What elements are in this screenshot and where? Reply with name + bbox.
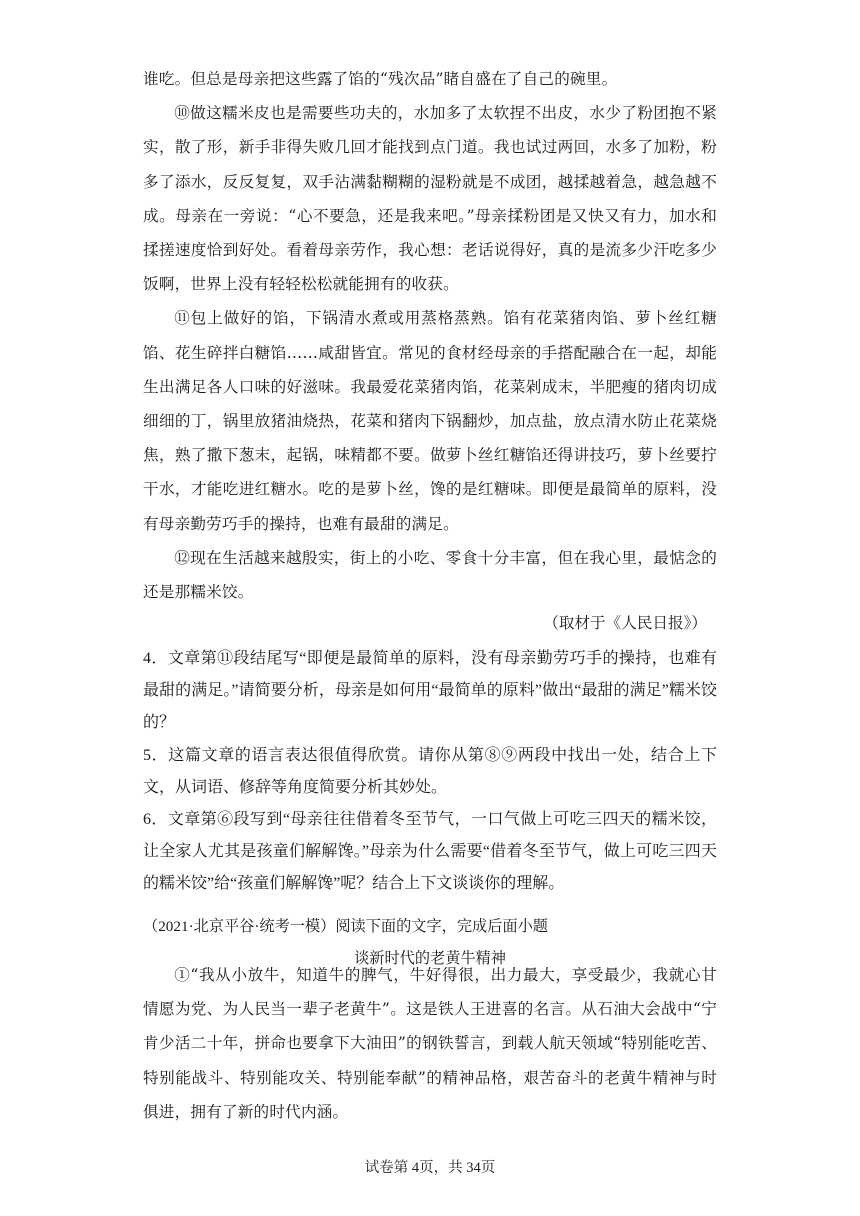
passage-source: （取材于《人民日报》） [543, 614, 707, 632]
question-5: 5．这篇文章的语言表达很值得欣赏。请你从第⑧⑨两段中找出一处，结合上下文，从词语、修辞等角度简要分析其妙处。 [143, 746, 717, 796]
reading-passage-new [143, 958, 717, 1129]
section-source-line: （2021·北京平谷·统考一模）阅读下面的文字，完成后面小题 [143, 918, 548, 935]
paragraph-12: ⑫现在生活越来越殷实，街上的小吃、零食十分丰富，但在我心里，最惦念的还是那糯米饺。 [143, 548, 717, 602]
question-list [143, 643, 717, 901]
paragraph-11: ⑪包上做好的馅，下锅清水煮或用蒸格蒸熟。馅有花菜猪肉馅、萝卜丝红糖馅、花生碎拌白糖馅……咸甜皆宜。常见的食材经母亲的手搭配融合在一起，却能生出满足各人口味的好滋味。我最爱花菜猪肉馅，花菜剁成末，半肥瘦的猪肉切成细细的丁，锅里放猪油烧热，花菜和猪肉下锅翻炒，加点盐，放点清水防止花菜烧焦，熟了撒下葱末，起锅，味精都不要。做萝卜丝红糖馅还得讲技巧，萝卜丝要拧干水，才能吃进红糖水。吃的是萝卜丝，馋的是红糖味。即便是最简单的原料，没有母亲勤劳巧手的操持，也难有最甜的满足。 [143, 309, 717, 533]
paragraph-10: ⑩做这糯米皮也是需要些功夫的，水加多了太软捏不出皮，水少了粉团抱不紧实，散了形，新手非得失败几回才能找到点门道。我也试过两回，水多了加粉，粉多了添水，反反复复，双手沾满黏糊糊的湿粉就是不成团，越揉越着急，越急越不成。母亲在一旁说：“心不要急，还是我来吧。”母亲揉粉团是又快又有力，加水和揉搓速度恰到好处。看着母亲劳作，我心想：老话说得好，真的是流多少汗吃多少饭啊，世界上没有轻轻松松就能拥有的收获。 [143, 104, 717, 294]
question-6: 6．文章第⑥段写到“母亲往往借着冬至节气，一口气做上可吃三四天的糯米饺，让全家人尤其是孩童们解解馋。”母亲为什么需要“借着冬至节气，做上可吃三四天的糯米饺”给“孩童们解解馋”呢？结合上下文谈谈你的理解。 [143, 811, 717, 893]
question-4: 4．文章第⑪段结尾写“即便是最简单的原料，没有母亲勤劳巧手的操持，也难有最甜的满足。”请简要分析，母亲是如何用“最简单的原料”做出“最甜的满足”糯米饺的？ [143, 650, 717, 732]
article-title: 谈新时代的老黄牛精神 [354, 949, 506, 967]
paragraph-9-ending: 谁吃。但总是母亲把这些露了馅的“残次品”睹自盛在了自己的碗里。 [143, 70, 618, 88]
page-footer: 试卷第 4页，共 34页 [364, 1160, 496, 1176]
paragraph-1: ①“我从小放牛，知道牛的脾气，牛好得很，出力最大，享受最少，我就心甘情愿为党、为人民当一辈子老黄牛”。这是铁人王进喜的名言。从石油大会战中“宁肯少活二十年，拼命也要拿下大油田”的钢铁誓言，到载人航天领域“特别能吃苦、特别能战斗、特别能攻关、特别能奉献”的精神品格，艰苦奋斗的老黄牛精神与时俱进，拥有了新的时代内涵。 [143, 966, 717, 1121]
reading-passage-continued [143, 62, 717, 609]
